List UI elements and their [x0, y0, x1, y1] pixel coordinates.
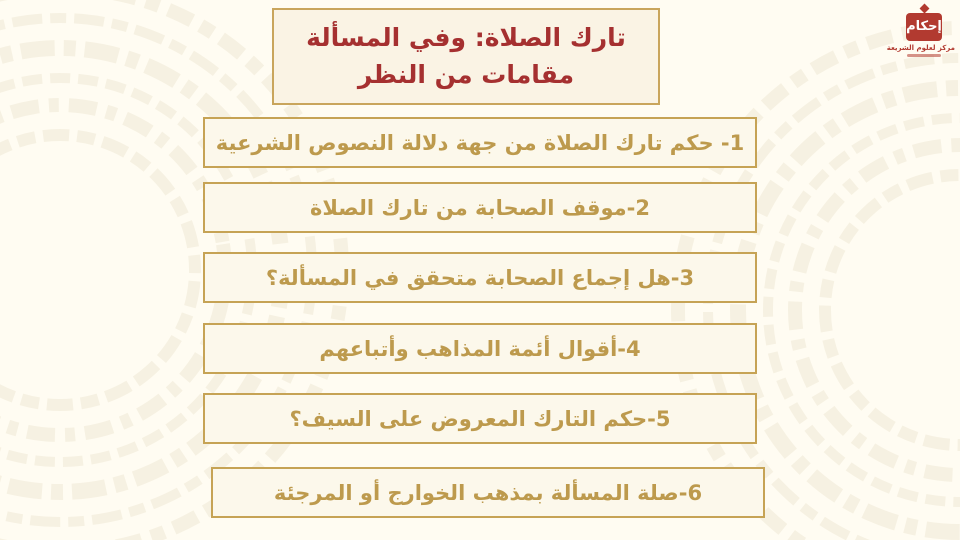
agenda-item-1	[203, 117, 757, 168]
slide-title-box	[272, 8, 660, 105]
agenda-item-6	[211, 467, 765, 518]
agenda-item-3	[203, 252, 757, 303]
ihkam-logo	[886, 5, 955, 57]
agenda-item-2-label: 2-موقف الصحابة من تارك الصلاة	[309, 195, 651, 220]
agenda-item-4	[203, 323, 757, 374]
agenda-item-5	[203, 393, 757, 444]
agenda-item-5-label: 5-حكم التارك المعروض على السيف؟	[289, 406, 671, 431]
agenda-item-1-label: 1- حكم تارك الصلاة من جهة دلالة النصوص الشرعية	[215, 130, 745, 155]
slide-title-line1: تارك الصلاة: وفي المسألة	[306, 23, 626, 53]
agenda-item-3-label: 3-هل إجماع الصحابة متحقق في المسألة؟	[265, 265, 695, 290]
agenda-item-4-label: 4-أقوال أئمة المذاهب وأتباعهم	[319, 336, 641, 361]
logo-tagline: مركز لعلوم الشريعة	[886, 44, 955, 52]
logo-wordmark: إحكام	[906, 13, 942, 41]
slide-title-line2: مقامات من النظر	[357, 59, 575, 89]
logo-finial-icon	[919, 4, 929, 14]
logo-subline	[907, 54, 941, 57]
agenda-item-6-label: 6-صلة المسألة بمذهب الخوارج أو المرجئة	[273, 480, 703, 505]
agenda-item-2	[203, 182, 757, 233]
